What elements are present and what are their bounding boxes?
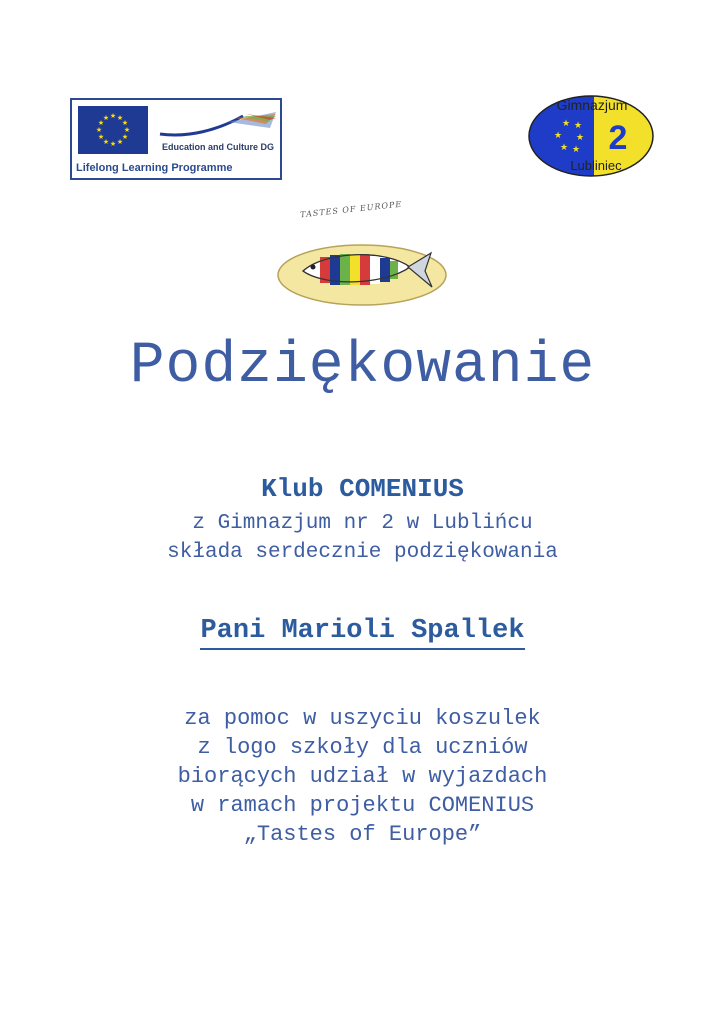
school-badge-number: 2: [608, 119, 628, 157]
svg-text:★: ★: [109, 140, 117, 148]
reason-line-5: „Tastes of Europe”: [243, 822, 482, 847]
eu-llp-label: Lifelong Learning Programme: [76, 162, 233, 174]
svg-text:★: ★: [97, 133, 105, 141]
svg-text:★: ★: [95, 126, 103, 134]
project-logo-caption: TASTES OF EUROPE: [299, 199, 403, 220]
intro-line-1: z Gimnazjum nr 2 w Lublińcu: [192, 512, 533, 535]
svg-text:★: ★: [553, 131, 563, 141]
eu-dg-label: Education and Culture DG: [162, 142, 275, 152]
intro-line-2: składa serdecznie podziękowania: [167, 541, 558, 564]
svg-text:★: ★: [97, 119, 105, 127]
recipient-name-text: Pani Marioli Spallek: [200, 616, 524, 650]
svg-text:★: ★: [116, 138, 124, 146]
svg-text:★: ★: [121, 133, 129, 141]
svg-text:★: ★: [123, 126, 131, 134]
eu-flag-icon: [78, 106, 148, 154]
svg-text:★: ★: [571, 145, 581, 155]
svg-text:★: ★: [116, 114, 124, 122]
svg-text:★: ★: [102, 114, 110, 122]
reason-line-4: w ramach projektu COMENIUS: [190, 793, 535, 818]
recipient-name: [0, 616, 725, 646]
svg-text:★: ★: [561, 119, 571, 129]
svg-text:★: ★: [575, 133, 585, 143]
svg-text:★: ★: [102, 138, 110, 146]
svg-text:★: ★: [109, 112, 117, 120]
club-name: Klub COMENIUS: [261, 474, 464, 504]
page-title: Podziękowanie: [129, 334, 596, 399]
svg-text:★: ★: [559, 143, 569, 153]
reason-line-3: biorących udział w wyjazdach: [177, 764, 548, 789]
school-badge-logo: [526, 94, 656, 178]
school-badge-bottom-text: Lubliniec: [570, 158, 622, 173]
reason-line-2: z logo szkoły dla uczniów: [197, 735, 528, 760]
svg-text:★: ★: [121, 119, 129, 127]
svg-text:★: ★: [573, 121, 583, 131]
eu-lifelong-learning-logo: [70, 98, 282, 180]
swoosh-icon: [158, 108, 278, 144]
school-badge-top-text: Gimnazjum: [556, 97, 628, 113]
reason-line-1: za pomoc w uszyciu koszulek: [184, 706, 541, 731]
